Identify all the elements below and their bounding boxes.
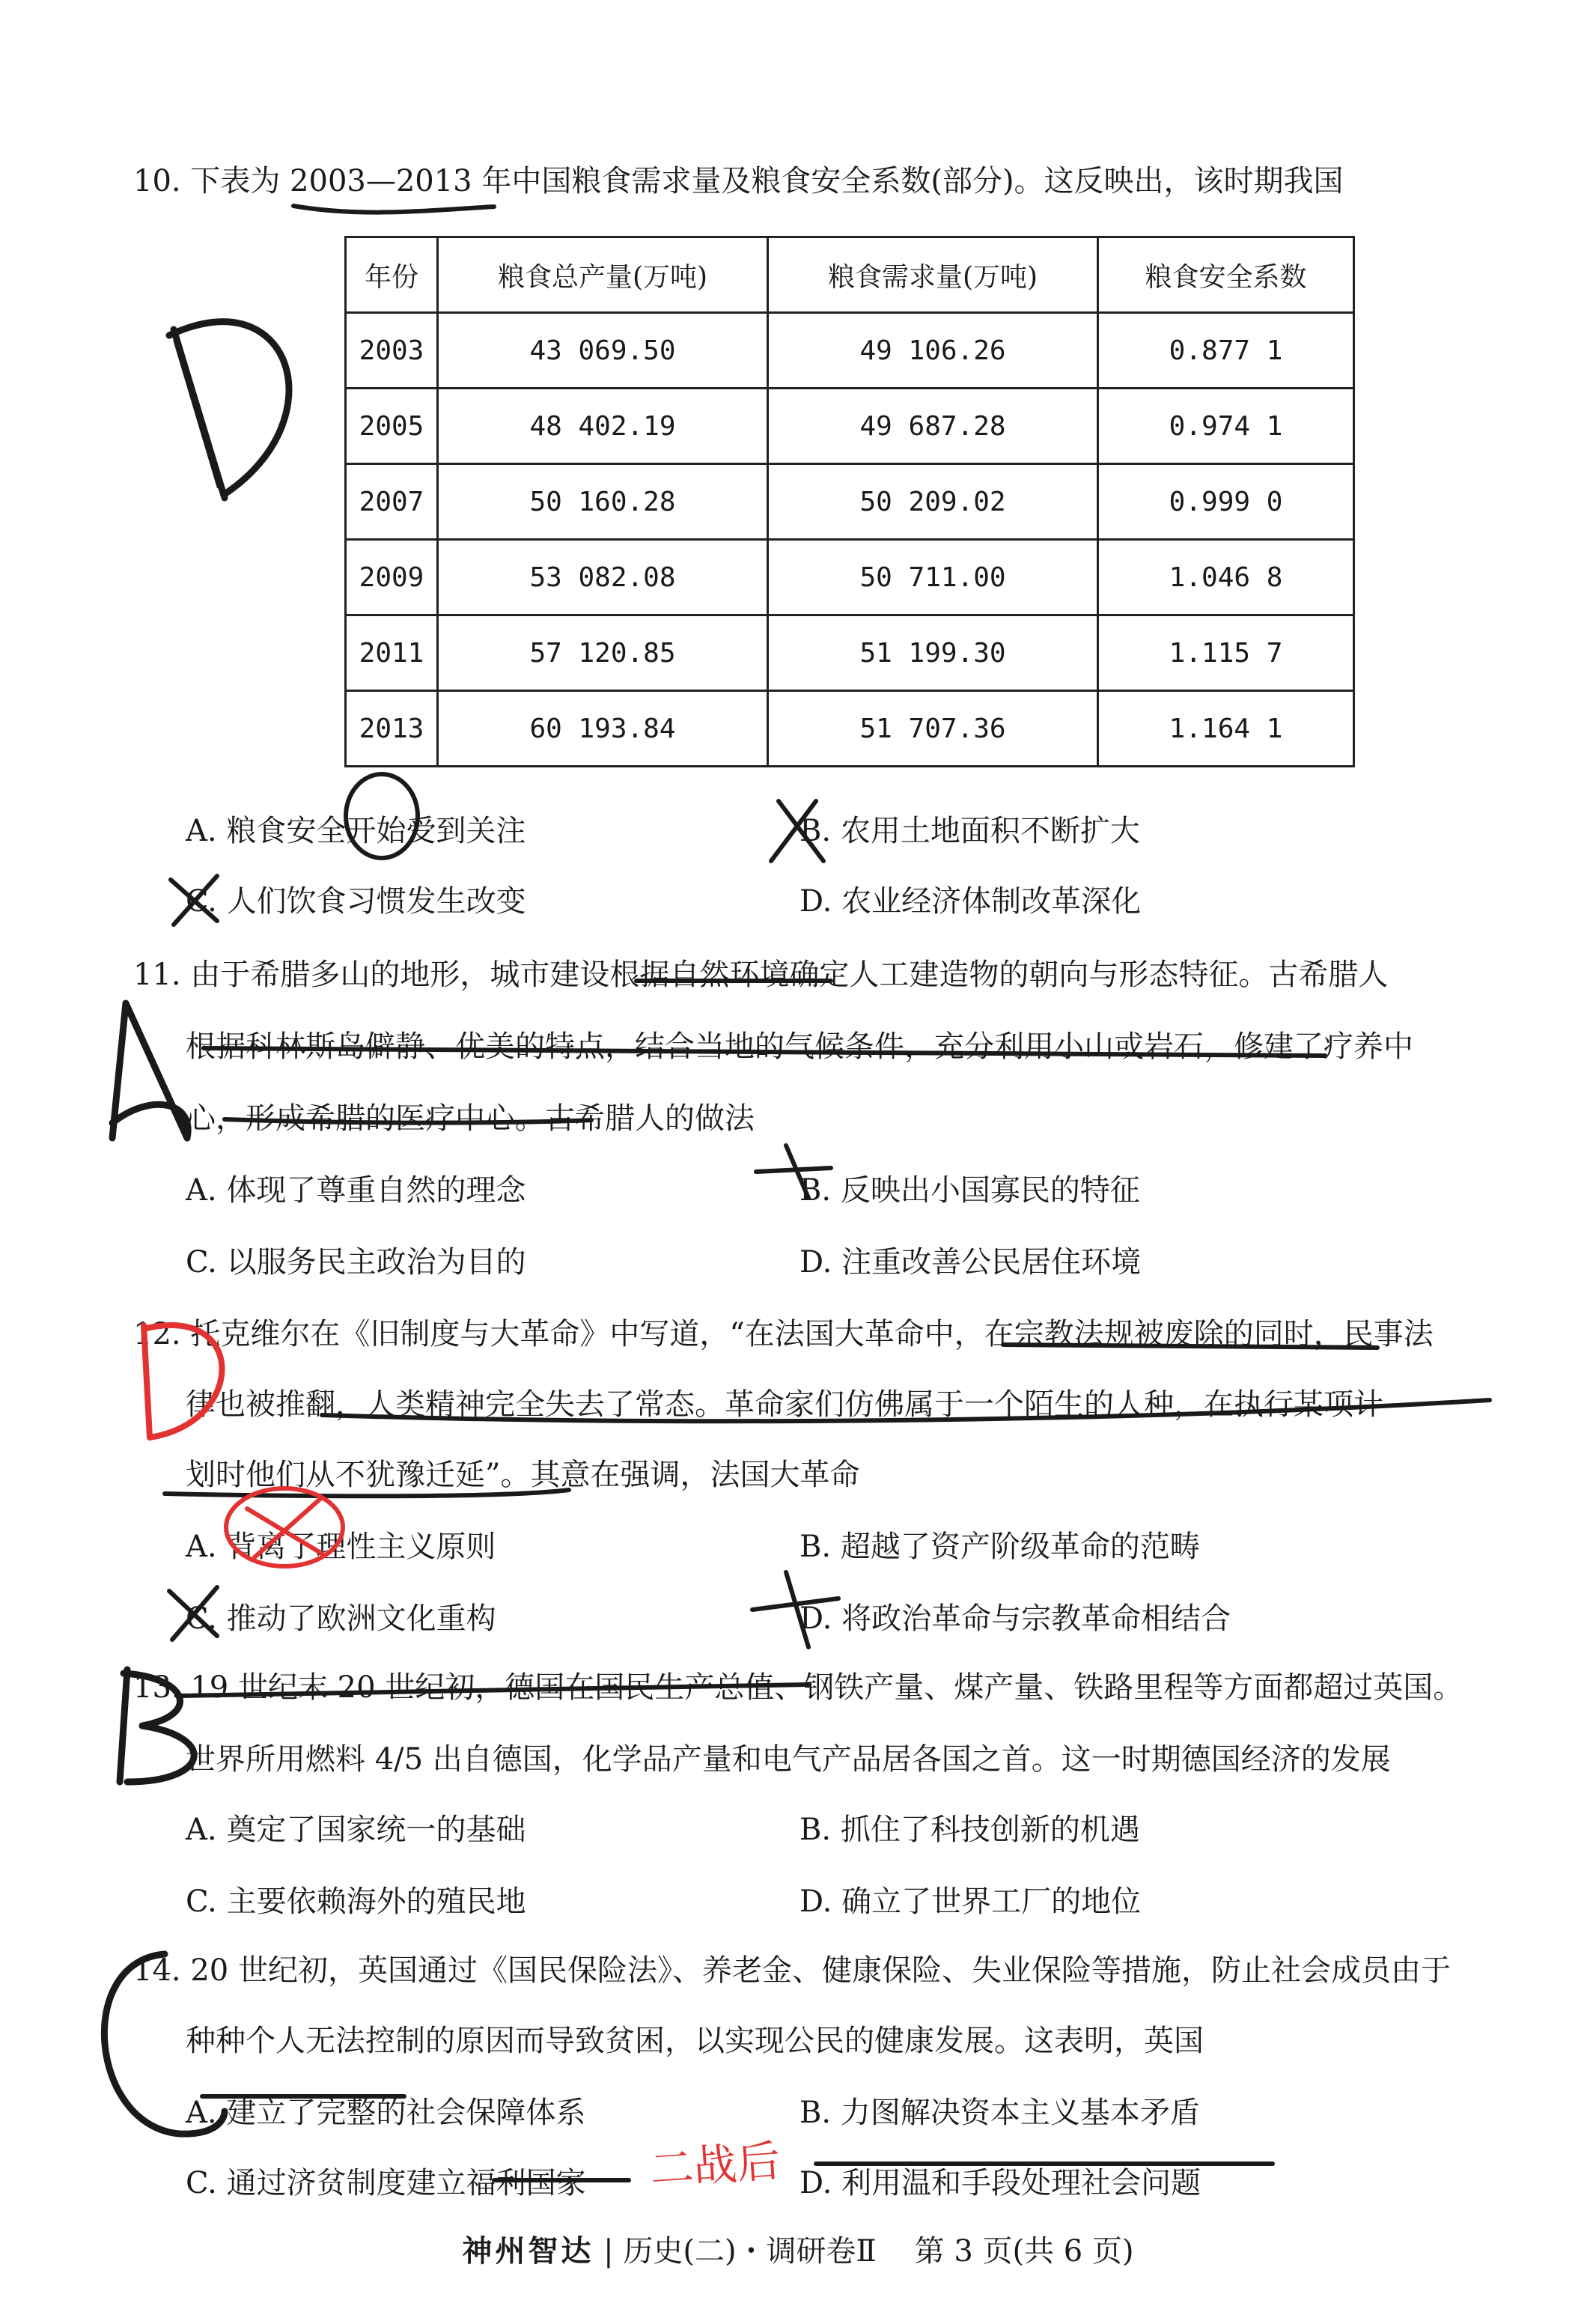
table-cell: 2003 [346, 313, 438, 389]
q14-option-a: A. 建立了完整的社会保障体系 [186, 2096, 586, 2130]
q10-option-a: A. 粮食安全开始受到关注 [186, 814, 526, 848]
table-cell: 50 160.28 [438, 464, 768, 540]
table-cell: 0.877 1 [1098, 313, 1354, 389]
q11-option-b: B. 反映出小国寡民的特征 [799, 1173, 1140, 1208]
q11-stem-line3: 心，形成希腊的医疗中心。古希腊人的做法 [186, 1101, 755, 1136]
grain-table [344, 236, 1355, 767]
q14-option-b: B. 力图解决资本主义基本矛盾 [799, 2096, 1200, 2130]
q12-option-a: A. 背离了理性主义原则 [186, 1530, 496, 1564]
table-row [346, 389, 1354, 464]
table-header-row [346, 237, 1354, 313]
table-cell: 50 711.00 [768, 540, 1098, 615]
table-cell: 0.999 0 [1098, 464, 1354, 540]
table-row [346, 540, 1354, 615]
table-cell: 2013 [346, 691, 438, 767]
table-cell: 57 120.85 [438, 615, 768, 691]
q10-option-d: D. 农业经济体制改革深化 [799, 884, 1142, 919]
table-cell: 2007 [346, 464, 438, 540]
table-cell: 60 193.84 [438, 691, 768, 767]
q12-option-d: D. 将政治革命与宗教革命相结合 [799, 1601, 1231, 1636]
handwritten-answer-q10 [169, 322, 289, 498]
table-cell: 49 687.28 [768, 389, 1098, 464]
footer-subject: 历史(二)・调研卷Ⅱ [623, 2234, 877, 2269]
q14-option-d: D. 利用温和手段处理社会问题 [799, 2166, 1201, 2200]
q12-stem-line1: 12. 托克维尔在《旧制度与大革命》中写道，“在法国大革命中，在宗教法规被废除的同时，民事法 [133, 1317, 1434, 1351]
table-cell: 51 707.36 [768, 691, 1098, 767]
table-row [346, 691, 1354, 767]
q12-stem-line3: 划时他们从不犹豫迁延”。其意在强调，法国大革命 [186, 1458, 860, 1492]
table-cell: 0.974 1 [1098, 389, 1354, 464]
footer-separator: | [603, 2234, 614, 2269]
q10-stem: 10. 下表为 2003—2013 年中国粮食需求量及粮食安全系数(部分)。这反映出，该时期我国 [133, 164, 1344, 198]
table-row [346, 464, 1354, 540]
q13-option-b: B. 抓住了科技创新的机遇 [799, 1813, 1140, 1847]
underline-mark [293, 206, 494, 213]
q11-option-c: C. 以服务民主政治为目的 [186, 1245, 526, 1280]
table-cell: 1.115 7 [1098, 615, 1354, 691]
q11-option-d: D. 注重改善公民居住环境 [799, 1245, 1142, 1280]
q13-option-c: C. 主要依赖海外的殖民地 [186, 1884, 526, 1919]
table-cell: 50 209.02 [768, 464, 1098, 540]
q10-option-c: C. 人们饮食习惯发生改变 [186, 884, 526, 919]
table-row [346, 615, 1354, 691]
table-header: 粮食总产量(万吨) [438, 237, 768, 313]
table-cell: 1.046 8 [1098, 540, 1354, 615]
q11-stem-line1: 11. 由于希腊多山的地形，城市建设根据自然环境确定人工建造物的朝向与形态特征。古希腊人 [133, 958, 1389, 992]
q13-option-a: A. 奠定了国家统一的基础 [186, 1813, 526, 1847]
table-cell: 2005 [346, 389, 438, 464]
q11-stem-line2: 根据科林斯岛僻静、优美的特点，结合当地的气候条件，充分利用小山或岩石，修建了疗养中 [186, 1029, 1413, 1064]
table-cell: 2009 [346, 540, 438, 615]
table-header: 粮食安全系数 [1098, 237, 1354, 313]
q12-option-b: B. 超越了资产阶级革命的范畴 [799, 1530, 1200, 1564]
footer-page-number: 第 3 页(共 6 页) [914, 2234, 1134, 2269]
q12-option-c: C. 推动了欧洲文化重构 [186, 1601, 496, 1636]
table-cell: 51 199.30 [768, 615, 1098, 691]
q12-stem-line2: 律也被推翻，人类精神完全失去了常态。革命家们仿佛属于一个陌生的人种，在执行某项计 [186, 1387, 1383, 1422]
footer-brand: 神州智达 [462, 2233, 594, 2269]
table-row [346, 313, 1354, 389]
q13-stem-line1: 13. 19 世纪末 20 世纪初，德国在国民生产总值、钢铁产量、煤产量、铁路里程等方面都超过英国。 [133, 1670, 1463, 1705]
table-cell: 43 069.50 [438, 313, 768, 389]
table-cell: 48 402.19 [438, 389, 768, 464]
q14-stem-line1: 14. 20 世纪初，英国通过《国民保险法》、养老金、健康保险、失业保险等措施，防止社会成员由于 [133, 1953, 1451, 1988]
table-cell: 49 106.26 [768, 313, 1098, 389]
table-header: 粮食需求量(万吨) [768, 237, 1098, 313]
q14-stem-line2: 种种个人无法控制的原因而导致贫困，以实现公民的健康发展。这表明，英国 [186, 2024, 1204, 2058]
q11-option-a: A. 体现了尊重自然的理念 [186, 1173, 526, 1208]
q13-option-d: D. 确立了世界工厂的地位 [799, 1884, 1142, 1919]
q10-option-b: B. 农用土地面积不断扩大 [799, 814, 1140, 848]
table-cell: 53 082.08 [438, 540, 768, 615]
table-cell: 1.164 1 [1098, 691, 1354, 767]
q13-stem-line2: 世界所用燃料 4/5 出自德国，化学品产量和电气产品居各国之首。这一时期德国经济的发展 [186, 1742, 1391, 1777]
table-cell: 2011 [346, 615, 438, 691]
handwritten-answer-q11 [112, 1003, 188, 1138]
handwritten-note: 二战后 [648, 2135, 782, 2195]
q14-option-c: C. 通过济贫制度建立福利国家 [186, 2166, 586, 2200]
table-header: 年份 [346, 237, 438, 313]
page-footer [0, 2227, 1596, 2270]
